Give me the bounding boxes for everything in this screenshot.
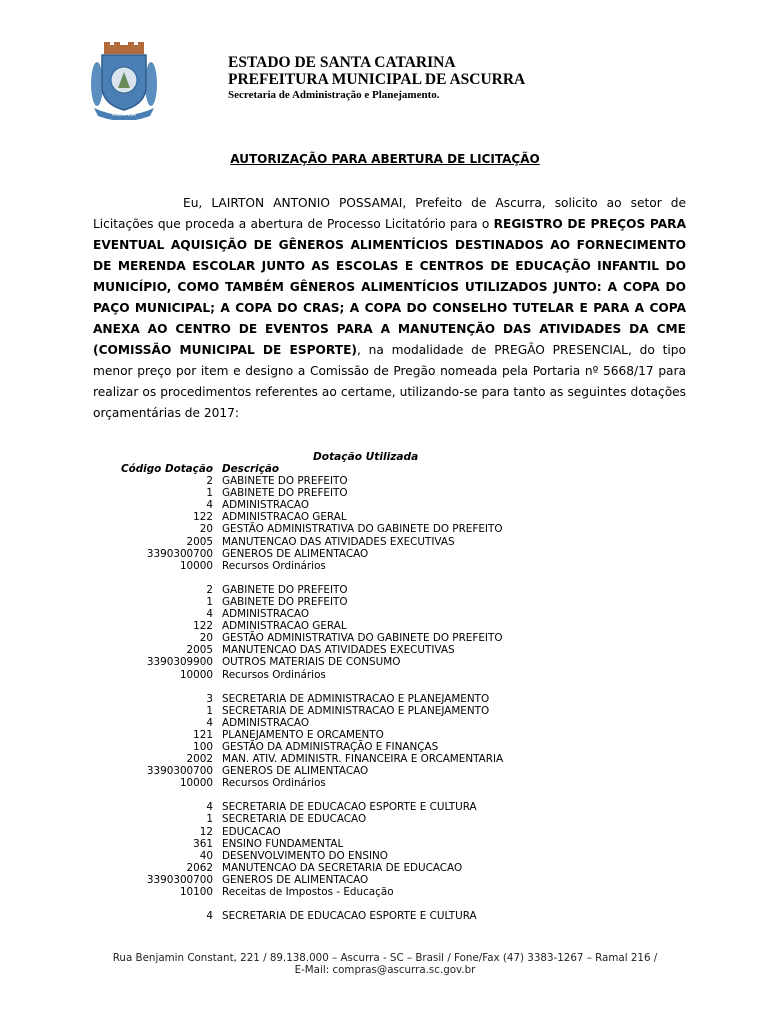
dotacao-header-row xyxy=(100,463,503,475)
group-spacer xyxy=(100,898,503,910)
dotacao-code: 3 xyxy=(206,692,213,705)
footer-address: Rua Benjamin Constant, 221 / 89.138.000 – Ascurra - SC – Brasil / Fone/Fax (47) 3383-1267 – Ramal 216 / xyxy=(112,952,658,964)
dotacao-code: 10100 xyxy=(179,886,213,898)
dotacao-description: Recursos Ordinários xyxy=(222,559,326,572)
table-row xyxy=(100,801,503,813)
group-spacer xyxy=(100,681,503,693)
col-desc-header: Descrição xyxy=(222,463,280,475)
dotacao-description: MANUTENCAO DA SECRETARIA DE EDUCACAO xyxy=(222,861,463,874)
dotacao-code: 122 xyxy=(193,620,213,633)
dotacao-description: Recursos Ordinários xyxy=(222,668,326,681)
table-row xyxy=(100,693,503,705)
dotacao-code: 1 xyxy=(206,813,213,826)
dotacao-description: GABINETE DO PREFEITO xyxy=(222,487,348,500)
crest-label: ASCURRA xyxy=(112,112,136,118)
table-row xyxy=(100,886,503,898)
dotacao-code: 10000 xyxy=(179,559,213,572)
dotacao-code: 2062 xyxy=(186,861,213,874)
dotacao-table xyxy=(100,463,503,922)
dotacao-code: 3390309900 xyxy=(146,656,213,669)
table-row xyxy=(100,910,503,922)
table-row xyxy=(100,838,503,850)
dotacao-description: MAN. ATIV. ADMINISTR. FINANCEIRA E ORCAMENTARIA xyxy=(222,753,504,766)
dotacao-description: GENEROS DE ALIMENTACAO xyxy=(222,873,369,886)
dotacao-code: 3390300700 xyxy=(146,765,213,778)
table-row xyxy=(100,862,503,874)
dotacao-code: 20 xyxy=(199,523,213,536)
state-heading: ESTADO DE SANTA CATARINA xyxy=(228,54,456,71)
footer-email: E-Mail: compras@ascurra.sc.gov.br xyxy=(294,964,476,976)
dotacao-description: ADMINISTRACAO GERAL xyxy=(222,511,347,524)
dotacao-code: 12 xyxy=(199,825,213,838)
dotacao-code: 100 xyxy=(193,740,213,753)
dotacao-code: 2005 xyxy=(186,535,213,548)
dotacao-code: 10000 xyxy=(179,777,213,790)
dotacao-code: 2 xyxy=(206,475,213,488)
table-row xyxy=(100,536,503,548)
dotacao-description: EDUCACAO xyxy=(222,825,281,838)
dotacao-description: GABINETE DO PREFEITO xyxy=(222,475,348,488)
dotacao-description: GESTÃO ADMINISTRATIVA DO GABINETE DO PREFEITO xyxy=(222,632,503,645)
table-row xyxy=(100,705,503,717)
dotacao-description: MANUTENCAO DAS ATIVIDADES EXECUTIVAS xyxy=(222,535,455,548)
table-row xyxy=(100,777,503,789)
body-text-1: Eu, LAIRTON ANTONIO POSSAMAI, Prefeito de Ascurra, solicito ao setor de Licitações que proceda a abertura de Processo Licitatório para o xyxy=(93,196,686,231)
dotacao-description: GENEROS DE ALIMENTACAO xyxy=(222,765,369,778)
dotacao-description: GENEROS DE ALIMENTACAO xyxy=(222,547,369,560)
dotacao-description: Recursos Ordinários xyxy=(222,777,326,790)
dotacao-code: 122 xyxy=(193,511,213,524)
dotacao-description: ADMINISTRACAO xyxy=(222,499,310,512)
table-row xyxy=(100,620,503,632)
table-row xyxy=(100,511,503,523)
municipal-crest-icon xyxy=(90,42,158,120)
table-row xyxy=(100,813,503,825)
dotacao-description: GABINETE DO PREFEITO xyxy=(222,595,348,608)
table-row xyxy=(100,717,503,729)
table-row xyxy=(100,499,503,511)
dotacao-code: 4 xyxy=(206,608,213,621)
dotacao-code: 121 xyxy=(193,728,213,741)
table-row xyxy=(100,487,503,499)
table-row xyxy=(100,632,503,644)
table-row xyxy=(100,596,503,608)
table-row xyxy=(100,656,503,668)
dotacao-description: GABINETE DO PREFEITO xyxy=(222,583,348,596)
dotacao-code: 2002 xyxy=(186,753,213,766)
body-text-2: , na modalidade de PREGÃO PRESENCIAL, do tipo menor preço por item e designo a Comissão de Pregão nomeada pela Portaria nº 5668/17 para realizar os procedimentos referentes ao certame, utilizando-se para tanto as seguintes dotações orçamentárias de 2017: xyxy=(93,343,686,420)
col-code-header: Código Dotação xyxy=(120,463,213,475)
dotacao-description: ENSINO FUNDAMENTAL xyxy=(222,837,344,850)
dotacao-description: ADMINISTRACAO xyxy=(222,716,310,729)
table-row xyxy=(100,548,503,560)
dotacao-description: GESTÃO DA ADMINISTRAÇÃO E FINANÇAS xyxy=(222,740,439,753)
dotacao-code: 2 xyxy=(206,583,213,596)
group-spacer xyxy=(100,572,503,584)
body-object-bold: REGISTRO DE PREÇOS PARA EVENTUAL AQUISIÇÃO DE GÊNEROS ALIMENTÍCIOS DESTINADOS AO FORNECIMENTO DE MERENDA ESCOLAR JUNTO AS ESCOLAS E CENTROS DE EDUCAÇÃO INFANTIL DO MUNICÍPIO, COMO TAMBÉM GÊNEROS ALIMENTÍCIOS UTILIZADOS JUNTO: A COPA DO PAÇO MUNICIPAL; A COPA DO CRAS; A COPA DO CONSELHO TUTELAR E PARA A COPA ANEXA AO CENTRO DE EVENTOS PARA A MANUTENÇÃO DAS ATIVIDADES DA CME (COMISSÃO MUNICIPAL DE ESPORTE) xyxy=(93,217,686,357)
city-hall-heading: PREFEITURA MUNICIPAL DE ASCURRA xyxy=(228,71,526,88)
dotacao-description: SECRETARIA DE EDUCACAO ESPORTE E CULTURA xyxy=(222,910,477,923)
table-row xyxy=(100,741,503,753)
dotacao-description: Receitas de Impostos - Educação xyxy=(222,886,394,898)
group-spacer xyxy=(100,789,503,801)
table-row xyxy=(100,765,503,777)
table-row xyxy=(100,644,503,656)
dotacao-code: 3390300700 xyxy=(146,547,213,560)
department-heading: Secretaria de Administração e Planejamento. xyxy=(228,89,440,101)
dotacao-code: 361 xyxy=(193,837,213,850)
table-row xyxy=(100,523,503,535)
dotacao-description: SECRETARIA DE ADMINISTRACAO E PLANEJAMENTO xyxy=(222,704,490,717)
dotacao-description: ADMINISTRACAO GERAL xyxy=(222,620,347,633)
dotacao-code: 40 xyxy=(199,849,213,862)
footer xyxy=(0,952,770,976)
dotacao-code: 1 xyxy=(206,487,213,500)
table-row xyxy=(100,874,503,886)
dotacao-code: 4 xyxy=(206,716,213,729)
table-row xyxy=(100,475,503,487)
authorization-paragraph xyxy=(93,193,686,424)
table-row xyxy=(100,584,503,596)
dotacao-code: 20 xyxy=(199,632,213,645)
table-row xyxy=(100,753,503,765)
dotacao-title: Dotação Utilizada xyxy=(313,451,419,463)
dotacao-description: SECRETARIA DE ADMINISTRACAO E PLANEJAMENTO xyxy=(222,692,490,705)
dotacao-description: OUTROS MATERIAIS DE CONSUMO xyxy=(222,656,401,669)
table-row xyxy=(100,560,503,572)
table-row xyxy=(100,729,503,741)
dotacao-code: 1 xyxy=(206,704,213,717)
table-row xyxy=(100,826,503,838)
dotacao-code: 10000 xyxy=(179,668,213,681)
dotacao-code: 4 xyxy=(206,499,213,512)
dotacao-description: GESTÃO ADMINISTRATIVA DO GABINETE DO PREFEITO xyxy=(222,523,503,536)
dotacao-code: 4 xyxy=(206,801,213,814)
dotacao-description: PLANEJAMENTO E ORCAMENTO xyxy=(222,728,384,741)
page-title: AUTORIZAÇÃO PARA ABERTURA DE LICITAÇÃO xyxy=(230,152,540,166)
dotacao-description: DESENVOLVIMENTO DO ENSINO xyxy=(222,849,388,862)
table-row xyxy=(100,850,503,862)
table-row xyxy=(100,669,503,681)
dotacao-code: 4 xyxy=(206,910,213,923)
dotacao-description: SECRETARIA DE EDUCACAO ESPORTE E CULTURA xyxy=(222,801,477,814)
table-row xyxy=(100,608,503,620)
dotacao-code: 2005 xyxy=(186,644,213,657)
dotacao-code: 1 xyxy=(206,595,213,608)
dotacao-description: MANUTENCAO DAS ATIVIDADES EXECUTIVAS xyxy=(222,644,455,657)
dotacao-description: SECRETARIA DE EDUCACAO xyxy=(222,813,367,826)
dotacao-code: 3390300700 xyxy=(146,873,213,886)
dotacao-description: ADMINISTRACAO xyxy=(222,608,310,621)
